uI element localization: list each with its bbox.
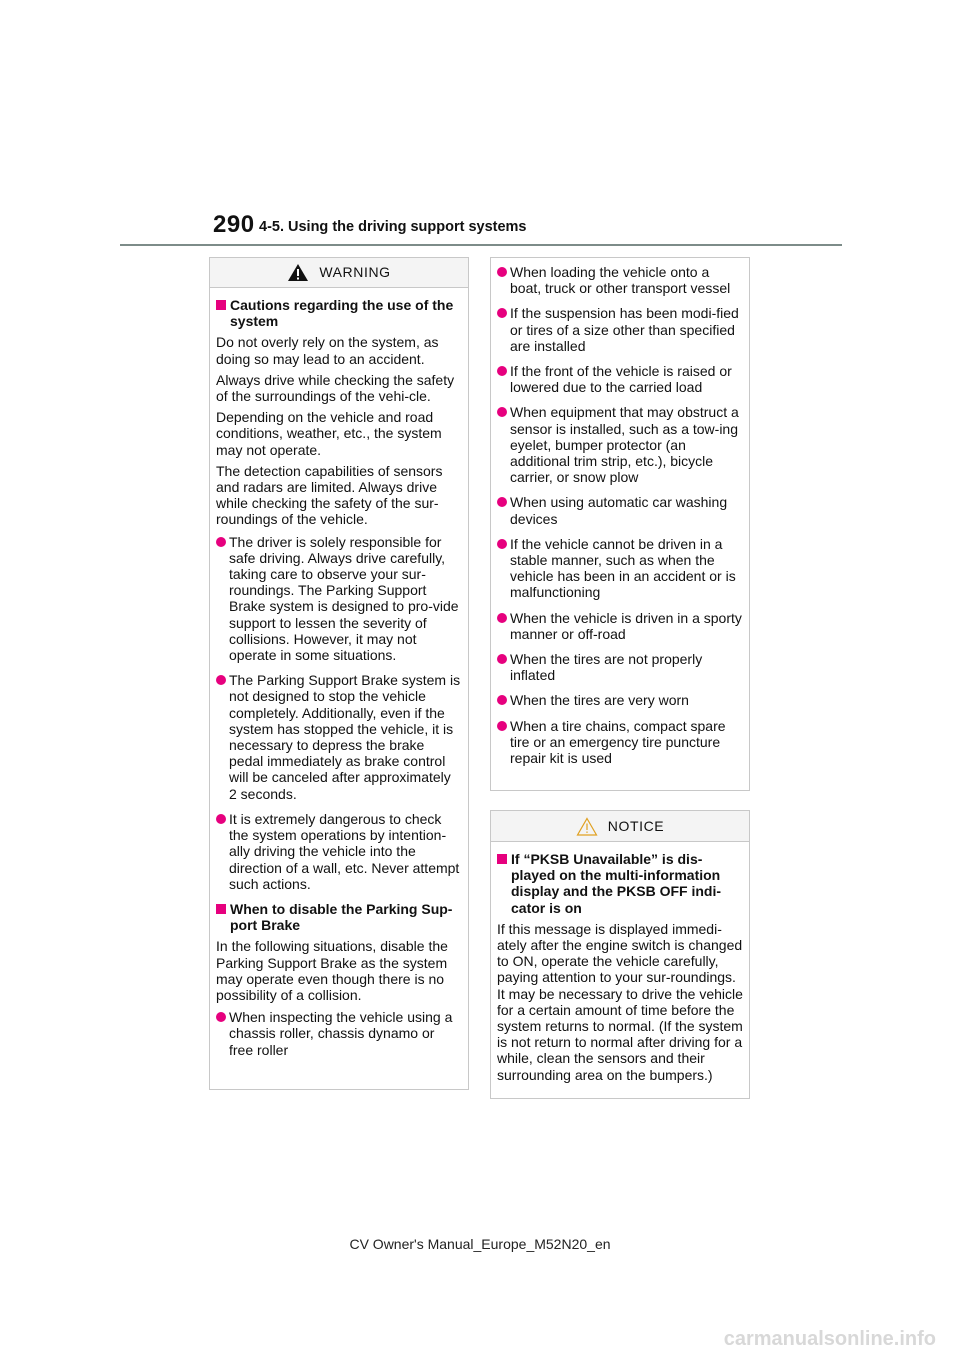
list-item	[497, 494, 743, 526]
circle-bullet-icon	[497, 308, 507, 318]
paragraph: If this message is displayed immedi-ately after the engine switch is changed to ON, operate the vehicle carefully, paying attention to your sur-roundings. It may be necessary to drive the vehicle for a certain amount of time before the system returns to normal. (If the system is not return to normal after driving for a while, clean the sensors and their surrounding area on the bumpers.)	[497, 920, 743, 1083]
circle-bullet-icon	[497, 497, 507, 507]
page-number: 290	[213, 211, 255, 238]
list-item	[497, 718, 743, 767]
circle-bullet-icon	[497, 721, 507, 731]
circle-bullet-icon	[497, 407, 507, 417]
warning-heading-1	[216, 297, 462, 329]
warning-box	[209, 257, 469, 1090]
paragraph: Always drive while checking the safety of the surroundings of the vehi-cle.	[216, 371, 455, 405]
list-item	[216, 672, 462, 802]
list-item	[497, 305, 743, 354]
square-bullet-icon	[216, 904, 226, 914]
circle-bullet-icon	[497, 695, 507, 705]
list-item	[497, 692, 743, 708]
circle-bullet-icon	[497, 267, 507, 277]
list-item-text: When equipment that may obstruct a sensor is installed, such as a tow-ing eyelet, bumper protector (an additional trim strip, etc.), bicycle carrier, or snow plow	[510, 404, 739, 486]
list-item	[497, 610, 743, 642]
list-item	[497, 536, 743, 601]
circle-bullet-icon	[216, 675, 226, 685]
list-item	[216, 811, 462, 892]
watermark: carmanualsonline.info	[723, 1328, 936, 1350]
list-item-text: When loading the vehicle onto a boat, truck or other transport vessel	[510, 264, 731, 297]
list-item	[216, 534, 462, 664]
heading-text: If “PKSB Unavailable” is dis-played on the multi-information display and the PKSB OFF indi-cator is on	[511, 851, 722, 916]
section-title: 4-5. Using the driving support systems	[259, 219, 527, 235]
warning-heading-2	[216, 901, 462, 933]
circle-bullet-icon	[497, 366, 507, 376]
list-item	[497, 363, 743, 395]
notice-triangle-icon	[576, 817, 598, 836]
header-rule	[120, 244, 842, 246]
paragraph: The detection capabilities of sensors and radars are limited. Always drive while checking the safety of the sur-roundings of the vehicle.	[216, 462, 443, 528]
list-item	[216, 1009, 462, 1058]
warning-continued-box	[490, 257, 750, 791]
paragraph: In the following situations, disable the Parking Support Brake as the system may operate even though there is no possibility of a collision.	[216, 938, 448, 1003]
heading-text: Cautions regarding the use of the system	[230, 297, 454, 330]
list-item	[497, 404, 743, 485]
circle-bullet-icon	[497, 654, 507, 664]
list-item-text: When the tires are not properly inflated	[510, 651, 703, 684]
notice-heading	[497, 851, 743, 916]
list-item	[497, 264, 743, 296]
circle-bullet-icon	[497, 539, 507, 549]
list-item	[497, 651, 743, 683]
square-bullet-icon	[497, 854, 507, 864]
list-item-text: If the vehicle cannot be driven in a stable manner, such as when the vehicle has been in an accident or is malfunctioning	[510, 535, 736, 601]
warning-box-header	[210, 258, 468, 288]
warning-triangle-icon	[287, 263, 309, 282]
circle-bullet-icon	[216, 1012, 226, 1022]
list-item-text: It is extremely dangerous to check the system operations by intention-ally driving the vehicle into the direction of a wall, etc. Never attempt such actions.	[229, 810, 460, 892]
list-item-text: The driver is solely responsible for safe driving. Always drive carefully, taking care to observe your sur-roundings. The Parking Support Brake system is designed to pro-vide support to lessen the severity of collisions. However, it may not operate in some situations.	[229, 533, 459, 664]
list-item-text: If the suspension has been modi-fied or tires of a size other than specified are installed	[510, 305, 739, 354]
list-item-text: If the front of the vehicle is raised or lowered due to the carried load	[510, 363, 732, 396]
heading-text: When to disable the Parking Sup-port Brake	[230, 900, 453, 934]
notice-title: NOTICE	[607, 817, 665, 834]
list-item-text: When a tire chains, compact spare tire or an emergency tire puncture repair kit is used	[510, 717, 726, 767]
circle-bullet-icon	[216, 814, 226, 824]
notice-box	[490, 810, 750, 1099]
paragraph: Depending on the vehicle and road conditions, weather, etc., the system may not operate.	[216, 409, 442, 458]
notice-box-header	[491, 811, 749, 842]
warning-title: WARNING	[319, 264, 391, 281]
circle-bullet-icon	[216, 537, 226, 547]
square-bullet-icon	[216, 300, 226, 310]
list-item-text: When the tires are very worn	[510, 692, 689, 709]
list-item-text: The Parking Support Brake system is not designed to stop the vehicle completely. Additionally, even if the system has stopped the vehicle, it is necessary to depress the brake pedal immediately as brake control will be canceled after approximately 2 seconds.	[229, 672, 461, 802]
page-footer: CV Owner's Manual_Europe_M52N20_en	[349, 1236, 611, 1252]
list-item-text: When the vehicle is driven in a sporty manner or off-road	[510, 609, 742, 642]
paragraph: Do not overly rely on the system, as doing so may lead to an accident.	[216, 334, 439, 367]
list-item-text: When using automatic car washing devices	[510, 494, 728, 527]
page-header	[0, 0, 960, 250]
list-item-text: When inspecting the vehicle using a chassis roller, chassis dynamo or free roller	[229, 1009, 453, 1058]
circle-bullet-icon	[497, 613, 507, 623]
